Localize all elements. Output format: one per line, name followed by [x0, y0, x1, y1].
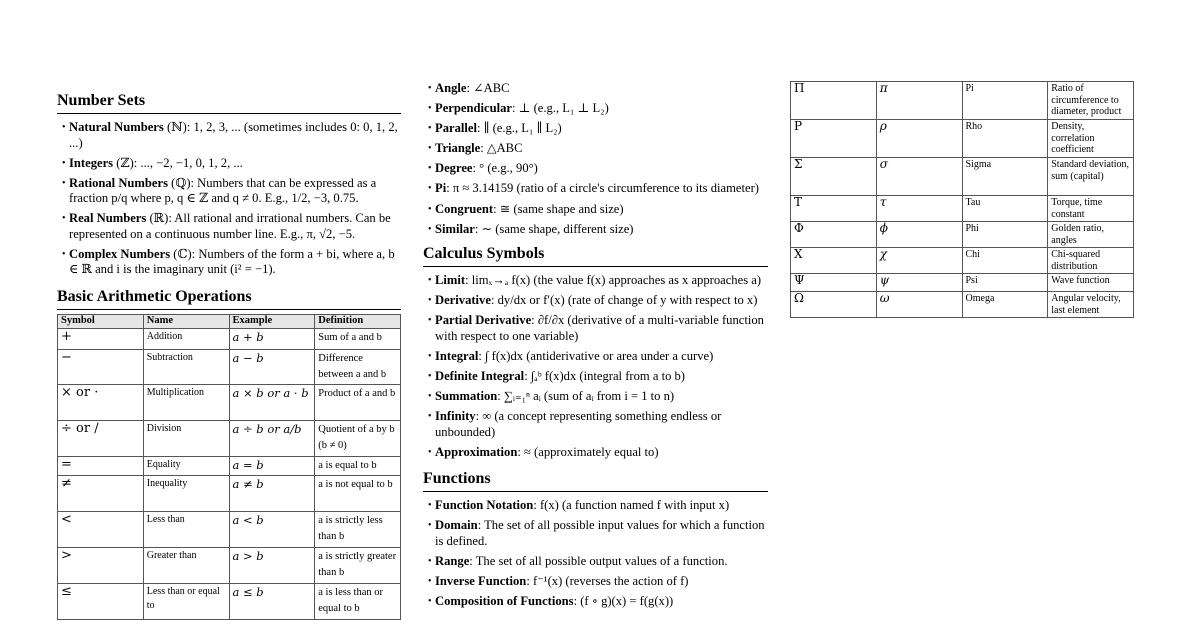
column-left	[57, 0, 401, 620]
list-item	[423, 349, 768, 365]
column-right	[790, 0, 1134, 318]
table-row	[58, 547, 401, 583]
description: : ∫ f(x)dx (antiderivative or area under a curve)	[478, 348, 714, 363]
description: : f⁻¹(x) (reverses the action of f)	[526, 574, 689, 589]
term: Function Notation	[435, 498, 534, 513]
name-cell: Sigma	[962, 158, 1048, 196]
description: (ℕ): 1, 2, 3, ... (sometimes includes 0: 0, 1, 2, ...)	[69, 120, 398, 150]
lowercase-cell: χ	[876, 248, 962, 274]
description: : ° (e.g., 90°)	[472, 161, 538, 176]
uppercase-cell: P	[791, 120, 877, 158]
description: : ⊥ (e.g., L₁ ⊥ L₂)	[511, 101, 609, 116]
lowercase-cell: τ	[876, 196, 962, 222]
description: : △ABC	[480, 141, 523, 156]
name-cell: Phi	[962, 222, 1048, 248]
symbol-cell: <	[58, 511, 144, 547]
term: Complex Numbers	[69, 246, 171, 261]
arithmetic-heading: Basic Arithmetic Operations	[57, 288, 401, 310]
description: : ∑ᵢ₌₁ⁿ aᵢ (sum of aᵢ from i = 1 to n)	[497, 389, 675, 404]
name-cell: Addition	[143, 328, 229, 349]
usage-cell: Density, correlation coefficient	[1048, 120, 1134, 158]
calculus-heading: Calculus Symbols	[423, 245, 768, 267]
description: : ∞ (a concept representing something endless or unbounded)	[435, 409, 722, 439]
term: Range	[435, 554, 470, 568]
name-cell: Greater than	[143, 547, 229, 583]
list-item	[423, 161, 768, 177]
term: Limit	[435, 273, 466, 288]
usage-cell: Ratio of circumference to diameter, product	[1048, 82, 1134, 120]
term: Pi	[435, 181, 447, 196]
symbol-cell: >	[58, 547, 144, 583]
table-header-row	[58, 314, 401, 328]
column-middle	[423, 0, 768, 614]
table-row	[58, 583, 401, 619]
functions-heading: Functions	[423, 470, 768, 492]
definition-cell: Quotient of a by b (b ≠ 0)	[315, 420, 401, 456]
description: : ∠ABC	[466, 81, 510, 95]
symbol-cell: −	[58, 349, 144, 384]
usage-cell: Wave function	[1048, 274, 1134, 292]
list-item	[423, 141, 768, 157]
list-item	[423, 202, 768, 218]
lowercase-cell: ψ	[876, 274, 962, 292]
uppercase-cell: Ψ	[791, 274, 877, 292]
description: : The set of all possible output values of a function.	[469, 554, 728, 568]
example-cell: a ≠ b	[229, 475, 315, 511]
name-cell: Multiplication	[143, 384, 229, 420]
number-sets-heading: Number Sets	[57, 92, 401, 114]
example-cell: a ÷ b or a/b	[229, 420, 315, 456]
list-item	[57, 247, 401, 278]
table-row	[791, 274, 1134, 292]
list-item	[423, 273, 768, 289]
list-item	[423, 181, 768, 197]
symbol-cell: ÷ or /	[58, 420, 144, 456]
column-header: Example	[229, 314, 315, 328]
term: Rational Numbers	[69, 175, 169, 190]
list-item	[423, 518, 768, 549]
list-item	[423, 222, 768, 238]
lowercase-cell: σ	[876, 158, 962, 196]
list-item	[423, 81, 768, 97]
usage-cell: Torque, time constant	[1048, 196, 1134, 222]
table-row	[58, 420, 401, 456]
name-cell: Subtraction	[143, 349, 229, 384]
usage-cell: Golden ratio, angles	[1048, 222, 1134, 248]
term: Parallel	[435, 121, 477, 136]
term: Composition of Functions	[435, 594, 574, 609]
column-header: Definition	[315, 314, 401, 328]
table-row	[58, 511, 401, 547]
table-row	[791, 82, 1134, 120]
name-cell: Equality	[143, 456, 229, 475]
table-row	[58, 384, 401, 420]
description: : ∫ₐᵇ f(x)dx (integral from a to b)	[524, 369, 686, 384]
column-header: Symbol	[58, 314, 144, 328]
lowercase-cell: ω	[876, 292, 962, 318]
lowercase-cell: π	[876, 82, 962, 120]
functions-list	[423, 498, 768, 609]
description: : ≈ (approximately equal to)	[517, 444, 659, 459]
definition-cell: a is equal to b	[315, 456, 401, 475]
table-row	[791, 222, 1134, 248]
list-item	[57, 211, 401, 242]
term: Definite Integral	[435, 369, 525, 384]
description: : f(x) (a function named f with input x)	[533, 498, 730, 513]
term: Integers	[69, 155, 114, 170]
term: Domain	[435, 518, 478, 533]
description: (ℚ): Numbers that can be expressed as a fraction p/q where p, q ∈ ℤ and q ≠ 0. E.g., 1/2, −3, 0.75.	[69, 175, 377, 206]
description: : ∥ (e.g., L₁ ∥ L₂)	[476, 121, 562, 136]
uppercase-cell: T	[791, 196, 877, 222]
term: Inverse Function	[435, 574, 527, 589]
usage-cell: Standard deviation, sum (capital)	[1048, 158, 1134, 196]
list-item	[423, 101, 768, 117]
lowercase-cell: ϕ	[876, 222, 962, 248]
name-cell: Less than or equal to	[143, 583, 229, 619]
example-cell: a + b	[229, 328, 315, 349]
list-item	[423, 313, 768, 344]
description: : dy/dx or f′(x) (rate of change of y with respect to x)	[490, 293, 758, 308]
term: Natural Numbers	[69, 120, 164, 134]
description: : ∂f/∂x (derivative of a multi-variable function with respect to one variable)	[435, 313, 764, 343]
list-item	[423, 293, 768, 309]
description: : (f ∘ g)(x) = f(g(x))	[573, 594, 674, 609]
list-item	[423, 369, 768, 385]
description: : ≅ (same shape and size)	[493, 201, 624, 216]
symbol-cell: +	[58, 328, 144, 349]
list-item	[423, 445, 768, 461]
definition-cell: Difference between a and b	[315, 349, 401, 384]
uppercase-cell: X	[791, 248, 877, 274]
list-item	[423, 121, 768, 137]
example-cell: a > b	[229, 547, 315, 583]
uppercase-cell: Σ	[791, 158, 877, 196]
name-cell: Pi	[962, 82, 1048, 120]
name-cell: Division	[143, 420, 229, 456]
table-row	[58, 349, 401, 384]
name-cell: Rho	[962, 120, 1048, 158]
term: Triangle	[435, 141, 481, 156]
definition-cell: a is less than or equal to b	[315, 583, 401, 619]
symbol-cell: =	[58, 456, 144, 475]
description: (ℂ): Numbers of the form a + bi, where a, b ∈ ℝ and i is the imaginary unit (i² = −1).	[69, 246, 395, 277]
description: : π ≈ 3.14159 (ratio of a circle's circumference to its diameter)	[446, 181, 759, 196]
table-row	[791, 292, 1134, 318]
term: Congruent	[435, 201, 494, 216]
term: Infinity	[435, 409, 476, 424]
description: (ℝ): All rational and irrational numbers. Can be represented on a continuous number line. E.g., π, √2, −5.	[69, 211, 391, 241]
example-cell: a − b	[229, 349, 315, 384]
symbol-cell: ≠	[58, 475, 144, 511]
name-cell: Tau	[962, 196, 1048, 222]
list-item	[57, 120, 401, 151]
symbol-cell: ≤	[58, 583, 144, 619]
example-cell: a = b	[229, 456, 315, 475]
term: Similar	[435, 221, 475, 236]
list-item	[423, 389, 768, 405]
term: Partial Derivative	[435, 313, 532, 328]
name-cell: Inequality	[143, 475, 229, 511]
uppercase-cell: Ω	[791, 292, 877, 318]
table-row	[58, 475, 401, 511]
description: : ∼ (same shape, different size)	[474, 221, 634, 236]
definition-cell: a is strictly less than b	[315, 511, 401, 547]
symbol-cell: × or ·	[58, 384, 144, 420]
name-cell: Less than	[143, 511, 229, 547]
list-item	[57, 176, 401, 207]
usage-cell: Chi-squared distribution	[1048, 248, 1134, 274]
list-item	[57, 156, 401, 172]
term: Angle	[435, 81, 467, 95]
number-sets-list	[57, 120, 401, 278]
term: Integral	[435, 348, 479, 363]
name-cell: Psi	[962, 274, 1048, 292]
term: Derivative	[435, 293, 491, 308]
table-row	[791, 196, 1134, 222]
example-cell: a < b	[229, 511, 315, 547]
list-item	[423, 594, 768, 610]
definition-cell: Product of a and b	[315, 384, 401, 420]
term: Degree	[435, 161, 473, 176]
description: : limₓ→ₐ f(x) (the value f(x) approaches as x approaches a)	[465, 273, 762, 288]
list-item	[423, 409, 768, 440]
term: Approximation	[435, 444, 518, 459]
list-item	[423, 498, 768, 514]
uppercase-cell: Π	[791, 82, 877, 120]
geometry-list	[423, 81, 768, 237]
term: Real Numbers	[69, 211, 147, 226]
definition-cell: a is strictly greater than b	[315, 547, 401, 583]
example-cell: a × b or a · b	[229, 384, 315, 420]
name-cell: Chi	[962, 248, 1048, 274]
definition-cell: a is not equal to b	[315, 475, 401, 511]
table-row	[791, 158, 1134, 196]
definition-cell: Sum of a and b	[315, 328, 401, 349]
usage-cell: Angular velocity, last element	[1048, 292, 1134, 318]
greek-letters-table	[790, 81, 1134, 318]
arithmetic-table	[57, 314, 401, 620]
name-cell: Omega	[962, 292, 1048, 318]
uppercase-cell: Φ	[791, 222, 877, 248]
table-row	[791, 120, 1134, 158]
table-row	[58, 456, 401, 475]
description: (ℤ): ..., −2, −1, 0, 1, 2, ...	[113, 155, 243, 170]
term: Summation	[435, 389, 498, 404]
calculus-list	[423, 273, 768, 460]
term: Perpendicular	[435, 101, 512, 116]
example-cell: a ≤ b	[229, 583, 315, 619]
list-item	[423, 574, 768, 590]
table-row	[58, 328, 401, 349]
list-item	[423, 554, 768, 570]
column-header: Name	[143, 314, 229, 328]
description: : The set of all possible input values for which a function is defined.	[435, 518, 765, 548]
table-row	[791, 248, 1134, 274]
lowercase-cell: ρ	[876, 120, 962, 158]
